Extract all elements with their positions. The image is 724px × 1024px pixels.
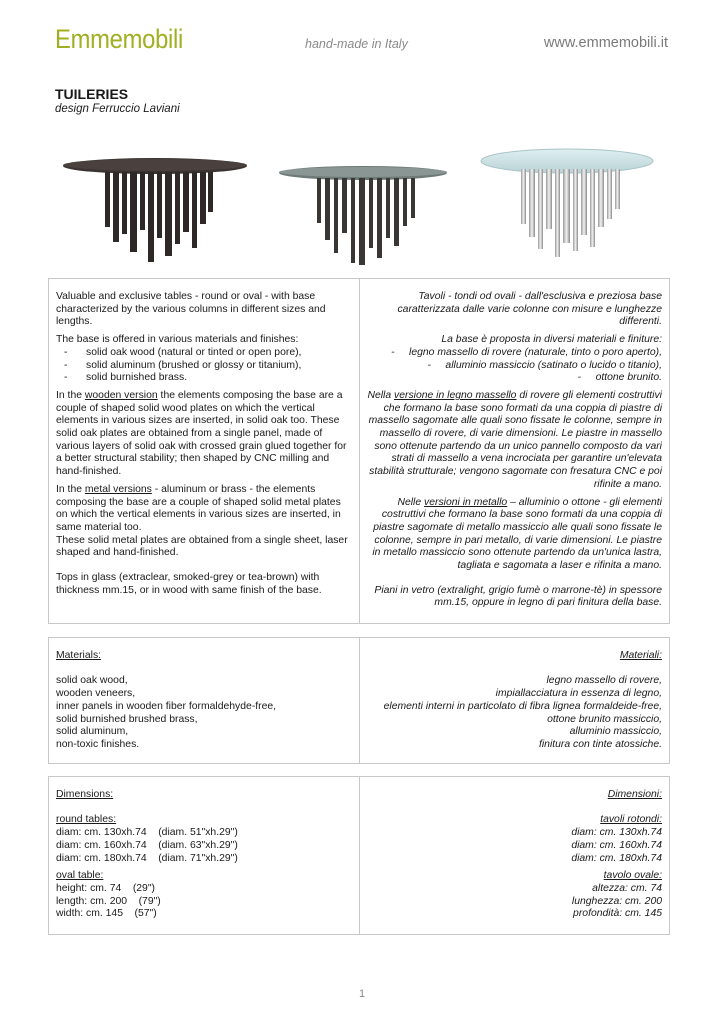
round-tables-heading-it: tavoli rotondi: [600, 814, 662, 826]
tops-text: Tops in glass (extraclear, smoked-grey or tea-brown) with thickness mm.15, or in wood with same finish of the base. [56, 572, 322, 596]
dimensions-italian [358, 777, 669, 934]
list-item: - ottone brunito. [577, 372, 662, 384]
material-item: solid aluminum, [56, 726, 129, 738]
wood-version-term-it: versione in legno massello [394, 389, 517, 401]
page-number: 1 [358, 988, 366, 1000]
intro-text: Valuable and exclusive tables - round or oval - with base characterized by the various columns in different sizes and lengths. [56, 291, 326, 328]
dimension-item: diam: cm. 160xh.74 (diam. 63"xh.29") [56, 839, 238, 851]
metal-version-text-it: Nelle versioni in metallo – alluminio o ottone - gli elementi costruttivi che formano la base sono formati da una coppia di piastre sagomate di metallo massiccio alle quali sono fissate le colonne, sempre in pari metallo, di varie dimensioni. Le piastre in metallo massiccio sono ottenute partendo da un'unica lastra, tagliata e sagomata a laser e rifinita a mano. [372, 496, 662, 572]
dimensions-box [48, 776, 670, 935]
list-item: - legno massello di rovere (naturale, tinto o poro aperto), [391, 346, 662, 358]
oval-table-heading: oval table: [56, 870, 104, 882]
dimensions-english [49, 777, 360, 934]
dimensions-heading: Dimensions: [56, 789, 114, 800]
oval-table-heading-it: tavolo ovale: [603, 870, 662, 882]
base-intro: The base is offered in various materials and finishes: [56, 334, 299, 346]
material-item: inner panels in wooden fiber formaldehyde-free, [56, 700, 277, 712]
brand-logo: Emmemobili [55, 24, 184, 54]
material-item: solid burnished brushed brass, [56, 713, 198, 725]
list-item: - solid oak wood (natural or tinted or open pore), [56, 347, 349, 360]
product-photos [55, 145, 670, 265]
round-tables-heading: round tables: [56, 814, 117, 826]
wood-version-text-it: Nella versione in legno massello di rovere gli elementi costruttivi che formano la base sono formati da una coppia di piastre di massello sagomate alle quali sono fissate le colonne, sempre in massello di rovere, di varie dimensioni. Le piastre in massello sono ottenute partendo da un unico pannello composto da vari strati di massello a vena incrociata per garantire un'elevata stabilità strutturale; vengono sagomate con fresatura CNC e poi rifinite a mano. [367, 389, 662, 490]
dimensions-heading-it: Dimensioni: [607, 789, 662, 800]
intro-text-it: Tavoli - tondi od ovali - dall'esclusiva e preziosa base caratterizzata dalle varie colonne con misure e lunghezze differenti. [397, 291, 662, 328]
material-item: finitura con tinte atossiche. [538, 738, 662, 750]
base-materials-list-it [364, 347, 662, 385]
website-url[interactable]: www.emmemobili.it [543, 35, 668, 51]
table-photo-clear-glass [481, 149, 653, 257]
dimension-item: diam: cm. 160xh.74 [571, 839, 662, 851]
materials-english [49, 638, 360, 763]
material-item: alluminio massiccio, [569, 726, 662, 738]
tagline: hand-made in Italy [305, 37, 408, 51]
materials-italian [358, 638, 669, 763]
material-item: impiallacciatura in essenza di legno, [495, 688, 662, 700]
materials-box [48, 637, 670, 764]
list-item: - alluminio massiccio (satinato o lucido o titanio), [427, 359, 662, 371]
base-materials-list [56, 347, 349, 385]
material-item: non-toxic finishes. [56, 738, 140, 750]
description-box [48, 278, 670, 624]
metal-version-text: In the metal versions - aluminum or brass - the elements composing the base are a couple of shaped solid metal plates on which the vertical elements in various sizes are inserted, in same material too. [56, 483, 341, 533]
material-item: wooden veneers, [56, 688, 136, 700]
wood-version-term: wooden version [84, 389, 158, 401]
list-item: - solid burnished brass. [56, 372, 349, 385]
list-item: - solid aluminum (brushed or glossy or titanium), [56, 360, 349, 373]
description-english [49, 279, 360, 623]
dimension-item: altezza: cm. 74 [592, 882, 662, 894]
description-italian [358, 279, 669, 623]
dimension-item: profondità: cm. 145 [573, 908, 662, 920]
metal-version-term-it: versioni in metallo [424, 496, 508, 508]
dimension-item: diam: cm. 180xh.74 [571, 852, 662, 864]
tops-text-it: Piani in vetro (extralight, grigio fumè o marrone-tè) in spessore mm.15, oppure in legno di pari finitura della base. [374, 584, 662, 609]
materials-heading: Materials: [56, 650, 102, 661]
dimension-item: length: cm. 200 (79") [56, 895, 161, 907]
dimension-item: height: cm. 74 (29") [56, 882, 155, 894]
base-intro-it: La base è proposta in diversi materiali e finiture: [441, 334, 662, 346]
material-item: ottone brunito massiccio, [547, 713, 662, 725]
dimension-item: diam: cm. 130xh.74 (diam. 51"xh.29") [56, 827, 238, 839]
metal-plates-text: These solid metal plates are obtained from a single sheet, laser shaped and hand-finished. [56, 534, 348, 559]
wood-version-text: In the wooden version the elements composing the base are a couple of shaped solid wood plates on which the vertical elements in various sizes are inserted, in solid oak too. These solid oak plates are obtained from a single panel, made of various layers of solid oak with crossed grain glued together for a better structural stability; then shaped by CNC milling and hand-finished. [56, 389, 347, 478]
dimension-item: width: cm. 145 (57") [56, 908, 157, 920]
dimension-item: diam: cm. 180xh.74 (diam. 71"xh.29") [56, 852, 238, 864]
material-item: legno massello di rovere, [546, 675, 662, 687]
metal-version-term: metal versions [84, 483, 152, 495]
material-item: elementi interni in particolato di fibra lignea formaldeide-free, [383, 700, 662, 712]
material-item: solid oak wood, [56, 675, 128, 687]
table-photo-wood [63, 158, 247, 262]
materials-heading-it: Materiali: [619, 650, 662, 661]
table-photo-smoked-glass [279, 166, 447, 265]
product-title: TUILERIES [55, 86, 129, 102]
dimension-item: diam: cm. 130xh.74 [571, 827, 662, 839]
product-designer: design Ferruccio Laviani [55, 103, 180, 115]
dimension-item: lunghezza: cm. 200 [571, 895, 662, 907]
